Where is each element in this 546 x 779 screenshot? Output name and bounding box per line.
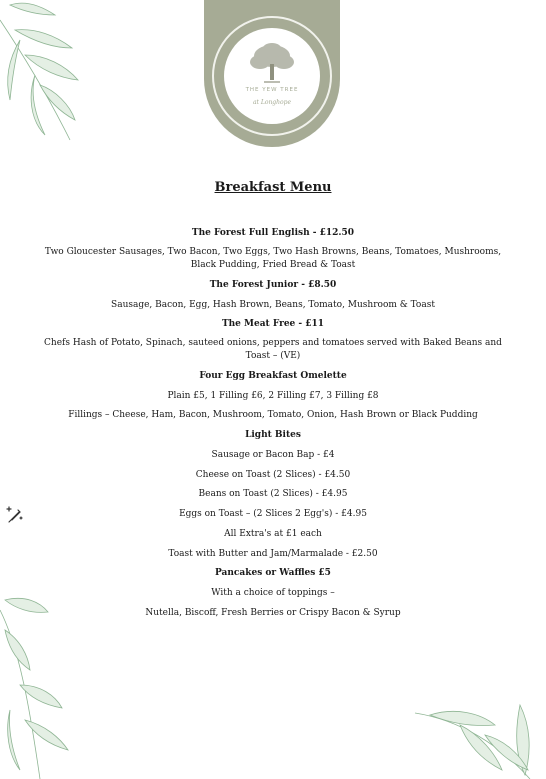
item-description: Fillings – Cheese, Ham, Bacon, Mushroom, Tomato, Onion, Hash Brown or Black Pudding bbox=[68, 410, 478, 420]
item-heading: The Forest Full English - £12.50 bbox=[191, 228, 355, 238]
list-item: All Extra's at £1 each bbox=[224, 529, 322, 539]
section-heading: Light Bites bbox=[245, 430, 301, 440]
leaf-sprig-bottom-right-icon bbox=[410, 695, 546, 779]
item-description: Sausage, Bacon, Egg, Hash Brown, Beans, Tomato, Mushroom & Toast bbox=[111, 300, 435, 310]
item-description: Two Gloucester Sausages, Two Bacon, Two Eggs, Two Hash Browns, Beans, Tomatoes, Mushrooms, Black Pudding, Fried Bread & Toast bbox=[44, 247, 502, 270]
item-description: With a choice of toppings – bbox=[211, 588, 335, 598]
item-description: Chefs Hash of Potato, Spinach, sauteed onions, peppers and tomatoes served with Baked Beans and Toast – (VE) bbox=[44, 338, 502, 361]
item-heading: The Meat Free - £11 bbox=[221, 319, 325, 329]
item-description: Nutella, Biscoff, Fresh Berries or Crispy Bacon & Syrup bbox=[145, 608, 401, 618]
item-price-options: Plain £5, 1 Filling £6, 2 Filling £7, 3 Filling £8 bbox=[167, 391, 379, 401]
item-heading: The Forest Junior - £8.50 bbox=[209, 280, 337, 290]
logo-name: THE YEW TREE bbox=[245, 87, 299, 93]
list-item: Eggs on Toast – (2 Slices 2 Egg's) - £4.95 bbox=[179, 509, 367, 519]
list-item: Sausage or Bacon Bap - £4 bbox=[211, 450, 335, 460]
magic-wand-icon[interactable] bbox=[5, 505, 25, 525]
item-heading: Four Egg Breakfast Omelette bbox=[199, 371, 347, 381]
list-item: Toast with Butter and Jam/Marmalade - £2.50 bbox=[168, 549, 378, 559]
list-item: Cheese on Toast (2 Slices) - £4.50 bbox=[195, 470, 351, 480]
logo-script: at Longhope bbox=[252, 99, 292, 106]
tree-icon bbox=[248, 42, 296, 84]
menu-title: Breakfast Menu bbox=[214, 180, 332, 195]
leaf-sprig-top-left-icon bbox=[0, 0, 90, 150]
list-item: Beans on Toast (2 Slices) - £4.95 bbox=[198, 489, 348, 499]
item-heading: Pancakes or Waffles £5 bbox=[215, 568, 331, 578]
